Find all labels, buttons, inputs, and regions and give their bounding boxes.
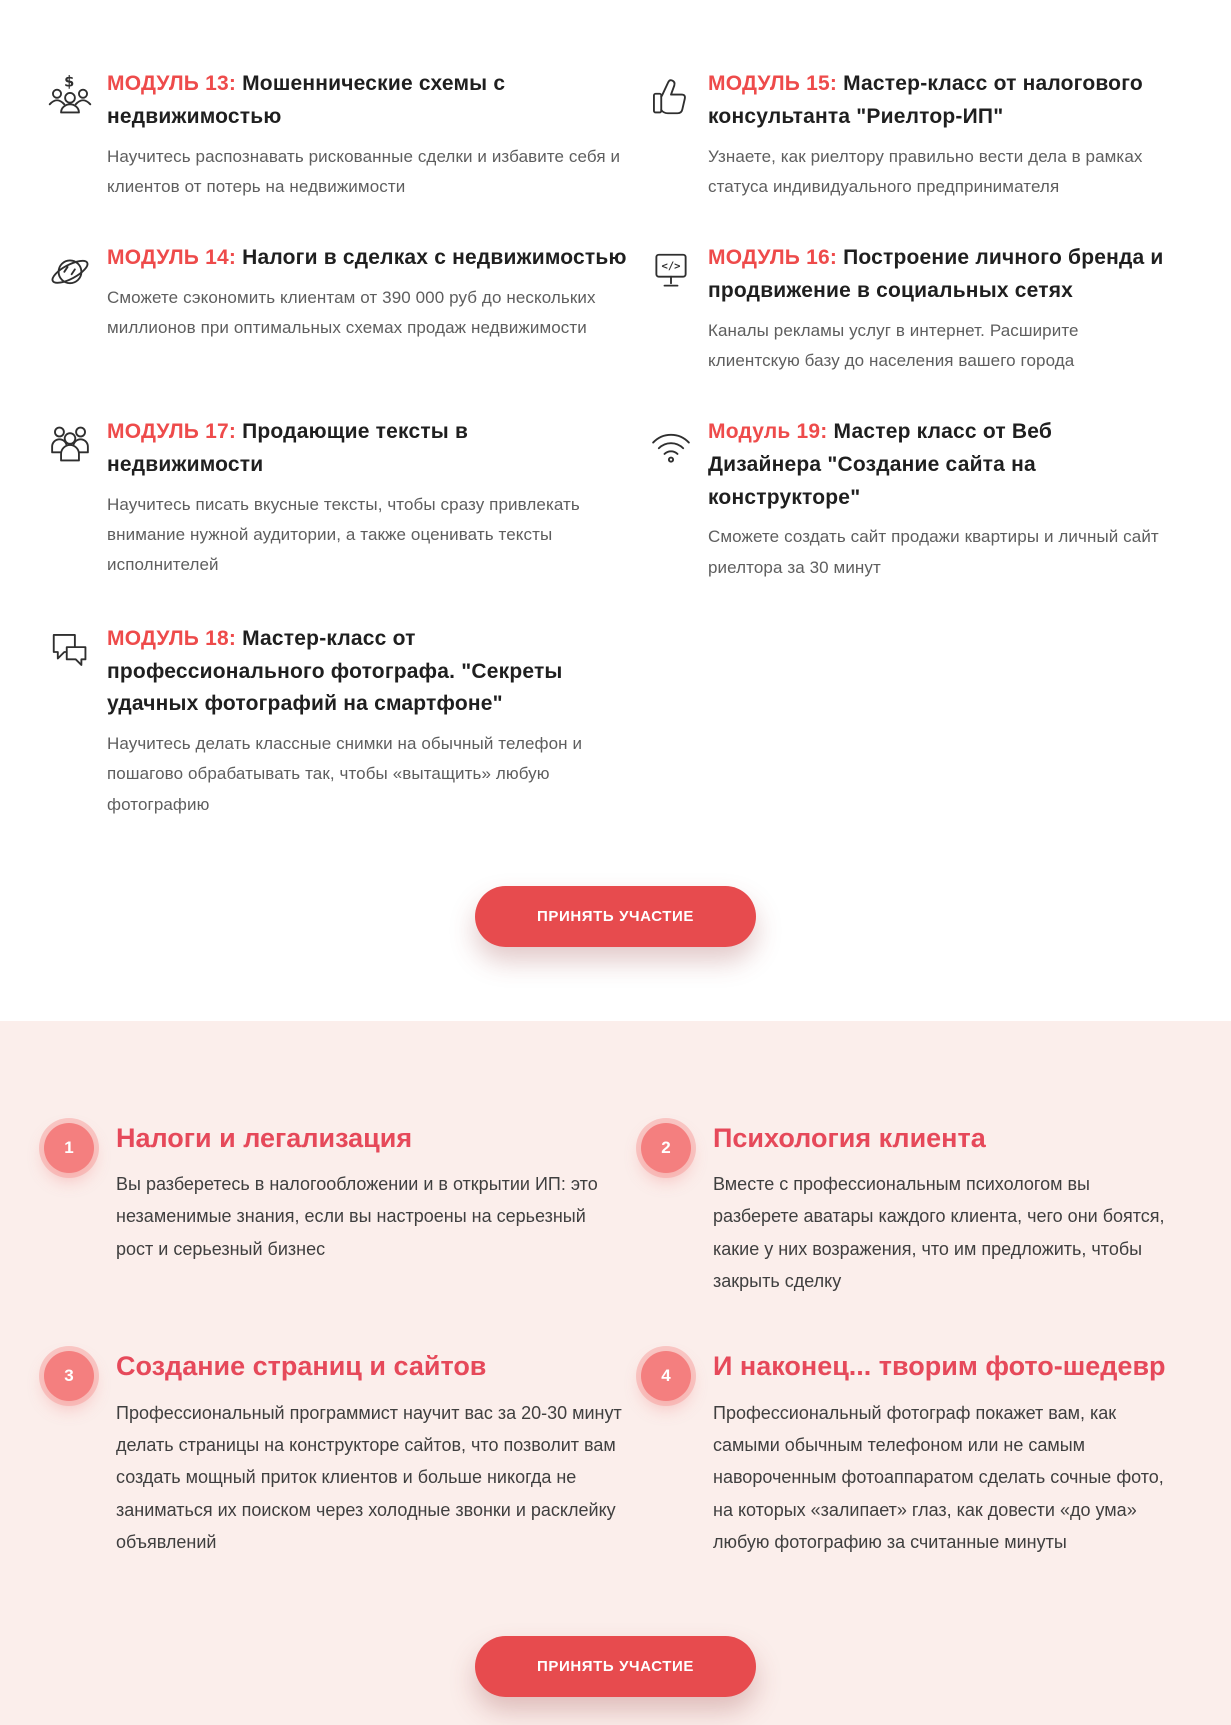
module-item-17	[44, 416, 645, 580]
people-dollar-icon	[44, 68, 107, 123]
module-title	[708, 68, 1169, 134]
feature-description: Профессиональный программист научит вас за 20-30 минут делать страницы на конструкторе сайтов, что позволит вам создать мощный приток клиентов и больше никогда не заниматься их поиском через холодные звонки и расклейку объявлений	[116, 1402, 622, 1553]
module-label: Модуль 19:	[708, 420, 828, 443]
module-description: Каналы рекламы услуг в интернет. Расширите клиентскую базу до населения вашего города	[708, 320, 1079, 370]
module-heading: Налоги в сделках с недвижимостью	[242, 246, 627, 269]
module-description: Сможете создать сайт продажи квартиры и личный сайт риелтора за 30 минут	[708, 527, 1159, 577]
people-group-icon	[44, 416, 107, 471]
module-title	[107, 68, 627, 134]
module-description: Научитесь распознавать рискованные сделки и избавите себя и клиентов от потерь на недвижимости	[107, 146, 621, 196]
feature-title: Психология клиента	[713, 1122, 986, 1153]
feature-number-badge: 3	[44, 1351, 94, 1401]
feature-badge-wrap	[641, 1121, 713, 1173]
feature-item-4	[641, 1349, 1187, 1558]
module-description: Узнаете, как риелтору правильно вести дела в рамках статуса индивидуального предпринимателя	[708, 146, 1143, 196]
module-heading: Построение личного бренда и продвижение в социальных сетях	[708, 246, 1164, 302]
chat-bubbles-icon	[44, 623, 107, 678]
modules-grid	[44, 68, 1187, 820]
module-heading: Продающие тексты в недвижимости	[107, 420, 469, 476]
module-label: МОДУЛЬ 18:	[107, 626, 237, 650]
features-grid	[44, 1121, 1187, 1559]
module-title	[107, 623, 627, 721]
module-item-16	[645, 242, 1187, 376]
join-button[interactable]: ПРИНЯТЬ УЧАСТИЕ	[475, 886, 756, 947]
module-item-14	[44, 242, 645, 343]
satellite-icon	[44, 242, 107, 297]
module-description: Научитесь делать классные снимки на обычный телефон и пошагово обрабатывать так, чтобы «вытащить» любую фотографию	[107, 734, 583, 814]
module-label: МОДУЛЬ 15:	[708, 72, 838, 95]
feature-description: Вместе с профессиональным психологом вы разберете аватары каждого клиента, чего они боятся, какие у них возражения, что им предложить, чтобы закрыть сделку	[713, 1173, 1165, 1292]
module-title	[708, 242, 1169, 308]
module-title	[107, 242, 627, 275]
feature-number-badge: 4	[641, 1351, 691, 1401]
feature-badge-wrap	[44, 1121, 116, 1173]
thumbs-up-icon	[645, 68, 708, 123]
module-description: Сможете сэкономить клиентам от 390 000 руб до нескольких миллионов при оптимальных схемах продаж недвижимости	[107, 287, 596, 337]
join-button-bottom[interactable]: ПРИНЯТЬ УЧАСТИЕ	[475, 1636, 756, 1697]
svg-text:</>: </>	[661, 260, 681, 273]
module-heading: Мастер-класс от профессионального фотографа. "Секреты удачных фотографий на смартфоне"	[107, 626, 563, 716]
feature-badge-wrap	[641, 1349, 713, 1401]
module-title	[708, 416, 1169, 514]
module-label: МОДУЛЬ 16:	[708, 246, 838, 269]
feature-badge-wrap	[44, 1349, 116, 1401]
feature-item-2	[641, 1121, 1187, 1298]
wifi-icon	[645, 416, 708, 471]
module-title	[107, 416, 627, 482]
feature-item-3	[44, 1349, 641, 1558]
module-item-18	[44, 623, 645, 820]
svg-text:$: $	[64, 73, 75, 91]
module-heading: Мастер-класс от налогового консультанта "Риелтор-ИП"	[708, 72, 1143, 128]
module-heading: Мастер класс от Веб Дизайнера "Создание сайта на конструкторе"	[708, 420, 1052, 509]
feature-description: Вы разберетесь в налогообложении и в открытии ИП: это незаменимые знания, если вы настроены на серьезный рост и серьезный бизнес	[116, 1173, 598, 1259]
module-heading: Мошеннические схемы с недвижимостью	[107, 72, 506, 128]
features-section	[0, 1021, 1231, 1725]
monitor-code-icon	[645, 242, 708, 297]
feature-item-1	[44, 1121, 641, 1265]
feature-description: Профессиональный фотограф покажет вам, как самыми обычным телефоном или не самым навороченным фотоаппаратом сделать сочные фото, на которых «залипает» глаз, как довести «до ума» любую фотографию за считанные минуты	[713, 1402, 1164, 1553]
module-item-13	[44, 68, 645, 202]
module-label: МОДУЛЬ 17:	[107, 420, 237, 443]
feature-number-badge: 2	[641, 1123, 691, 1173]
module-item-15	[645, 68, 1187, 202]
module-description: Научитесь писать вкусные тексты, чтобы сразу привлекать внимание нужной аудитории, а также оценивать тексты исполнителей	[107, 494, 580, 574]
feature-title: Создание страниц и сайтов	[116, 1351, 487, 1382]
feature-title: И наконец... творим фото-шедевр	[713, 1351, 1166, 1382]
feature-number-badge: 1	[44, 1123, 94, 1173]
feature-title: Налоги и легализация	[116, 1122, 413, 1153]
module-label: МОДУЛЬ 14:	[107, 246, 237, 269]
module-label: МОДУЛЬ 13:	[107, 72, 237, 95]
module-item-19	[645, 416, 1187, 583]
